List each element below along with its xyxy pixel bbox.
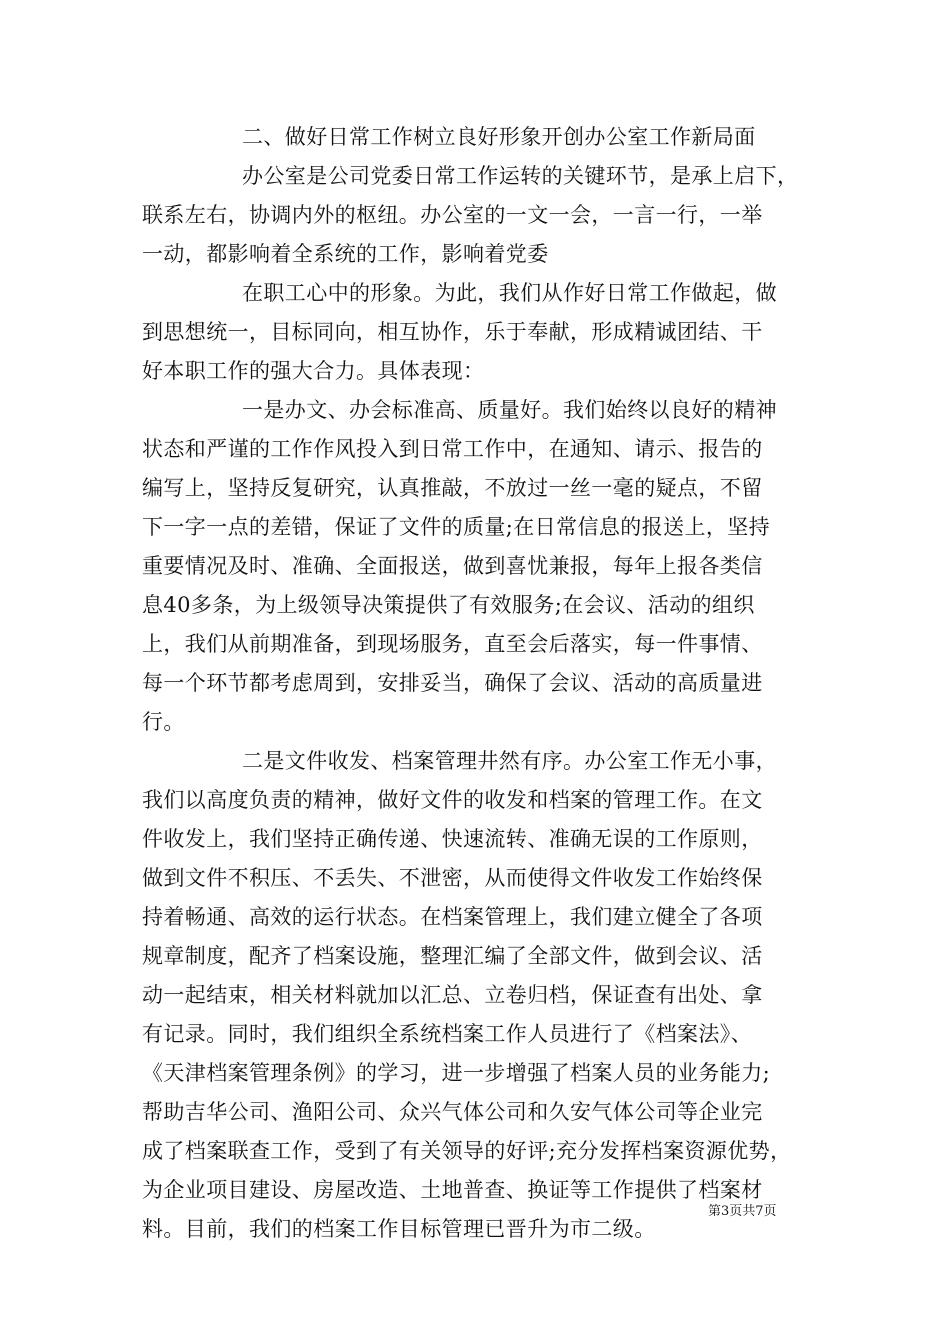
text-line: 动一起结束，相关材料就加以汇总、立卷归档，保证查有出处、拿: [142, 983, 763, 1007]
text-line: 到思想统一，目标同向，相互协作，乐于奉献，形成精诚团结、干: [142, 320, 763, 344]
text-line: 我们以高度负责的精神，做好文件的收发和档案的管理工作。在文: [142, 788, 763, 812]
document-body: [142, 118, 810, 1249]
text-line: 每一个环节都考虑周到，安排妥当，确保了会议、活动的高质量进: [142, 671, 763, 695]
text-line: 规章制度，配齐了档案设施，整理汇编了全部文件，做到会议、活: [142, 944, 763, 968]
text-line: 下一字一点的差错，保证了文件的质量;在日常信息的报送上，坚持: [142, 515, 771, 539]
text-line: 《天津档案管理条例》的学习，进一步增强了档案人员的业务能力;: [142, 1061, 771, 1085]
text-line: 上，我们从前期准备，到现场服务，直至会后落实，每一件事情、: [142, 632, 763, 656]
text-line: 为企业项目建设、房屋改造、土地普查、换证等工作提供了档案材: [142, 1178, 763, 1202]
text-line: 二是文件收发、档案管理井然有序。办公室工作无小事，: [242, 749, 777, 773]
text-line: 一动，都影响着全系统的工作，影响着党委: [142, 242, 549, 266]
text-line: 件收发上，我们坚持正确传递、快速流转、准确无误的工作原则，: [142, 827, 763, 851]
text-line: 联系左右，协调内外的枢纽。办公室的一文一会，一言一行，一举: [142, 203, 763, 227]
text-line: 息40多条，为上级领导决策提供了有效服务;在会议、活动的组织: [142, 593, 755, 617]
text-line: 办公室是公司党委日常工作运转的关键环节，是承上启下，: [242, 164, 799, 188]
section-heading: 二、做好日常工作树立良好形象开创办公室工作新局面: [242, 125, 756, 149]
text-line: 编写上，坚持反复研究，认真推敲，不放过一丝一毫的疑点，不留: [142, 476, 763, 500]
page-number: 第3页共7页: [708, 1204, 777, 1219]
text-line: 重要情况及时、准确、全面报送，做到喜忧兼报，每年上报各类信: [142, 554, 763, 578]
text-line: 好本职工作的强大合力。具体表现：: [142, 359, 485, 383]
text-line: 料。目前，我们的档案工作目标管理已晋升为市二级。: [142, 1217, 656, 1241]
text-line: 一是办文、办会标准高、质量好。我们始终以良好的精神: [242, 398, 777, 422]
text-line: 有记录。同时，我们组织全系统档案工作人员进行了《档案法》、: [142, 1022, 753, 1046]
text-line: 帮助吉华公司、渔阳公司、众兴气体公司和久安气体公司等企业完: [142, 1100, 763, 1124]
text-line: 行。: [142, 710, 185, 734]
text-line: 做到文件不积压、不丢失、不泄密，从而使得文件收发工作始终保: [142, 866, 763, 890]
text-line: 状态和严谨的工作作风投入到日常工作中，在通知、请示、报告的: [142, 437, 763, 461]
text-line: 在职工心中的形象。为此，我们从作好日常工作做起，做: [242, 281, 777, 305]
text-line: 成了档案联查工作，受到了有关领导的好评;充分发挥档案资源优势，: [142, 1139, 792, 1163]
text-line: 持着畅通、高效的运行状态。在档案管理上，我们建立健全了各项: [142, 905, 763, 929]
